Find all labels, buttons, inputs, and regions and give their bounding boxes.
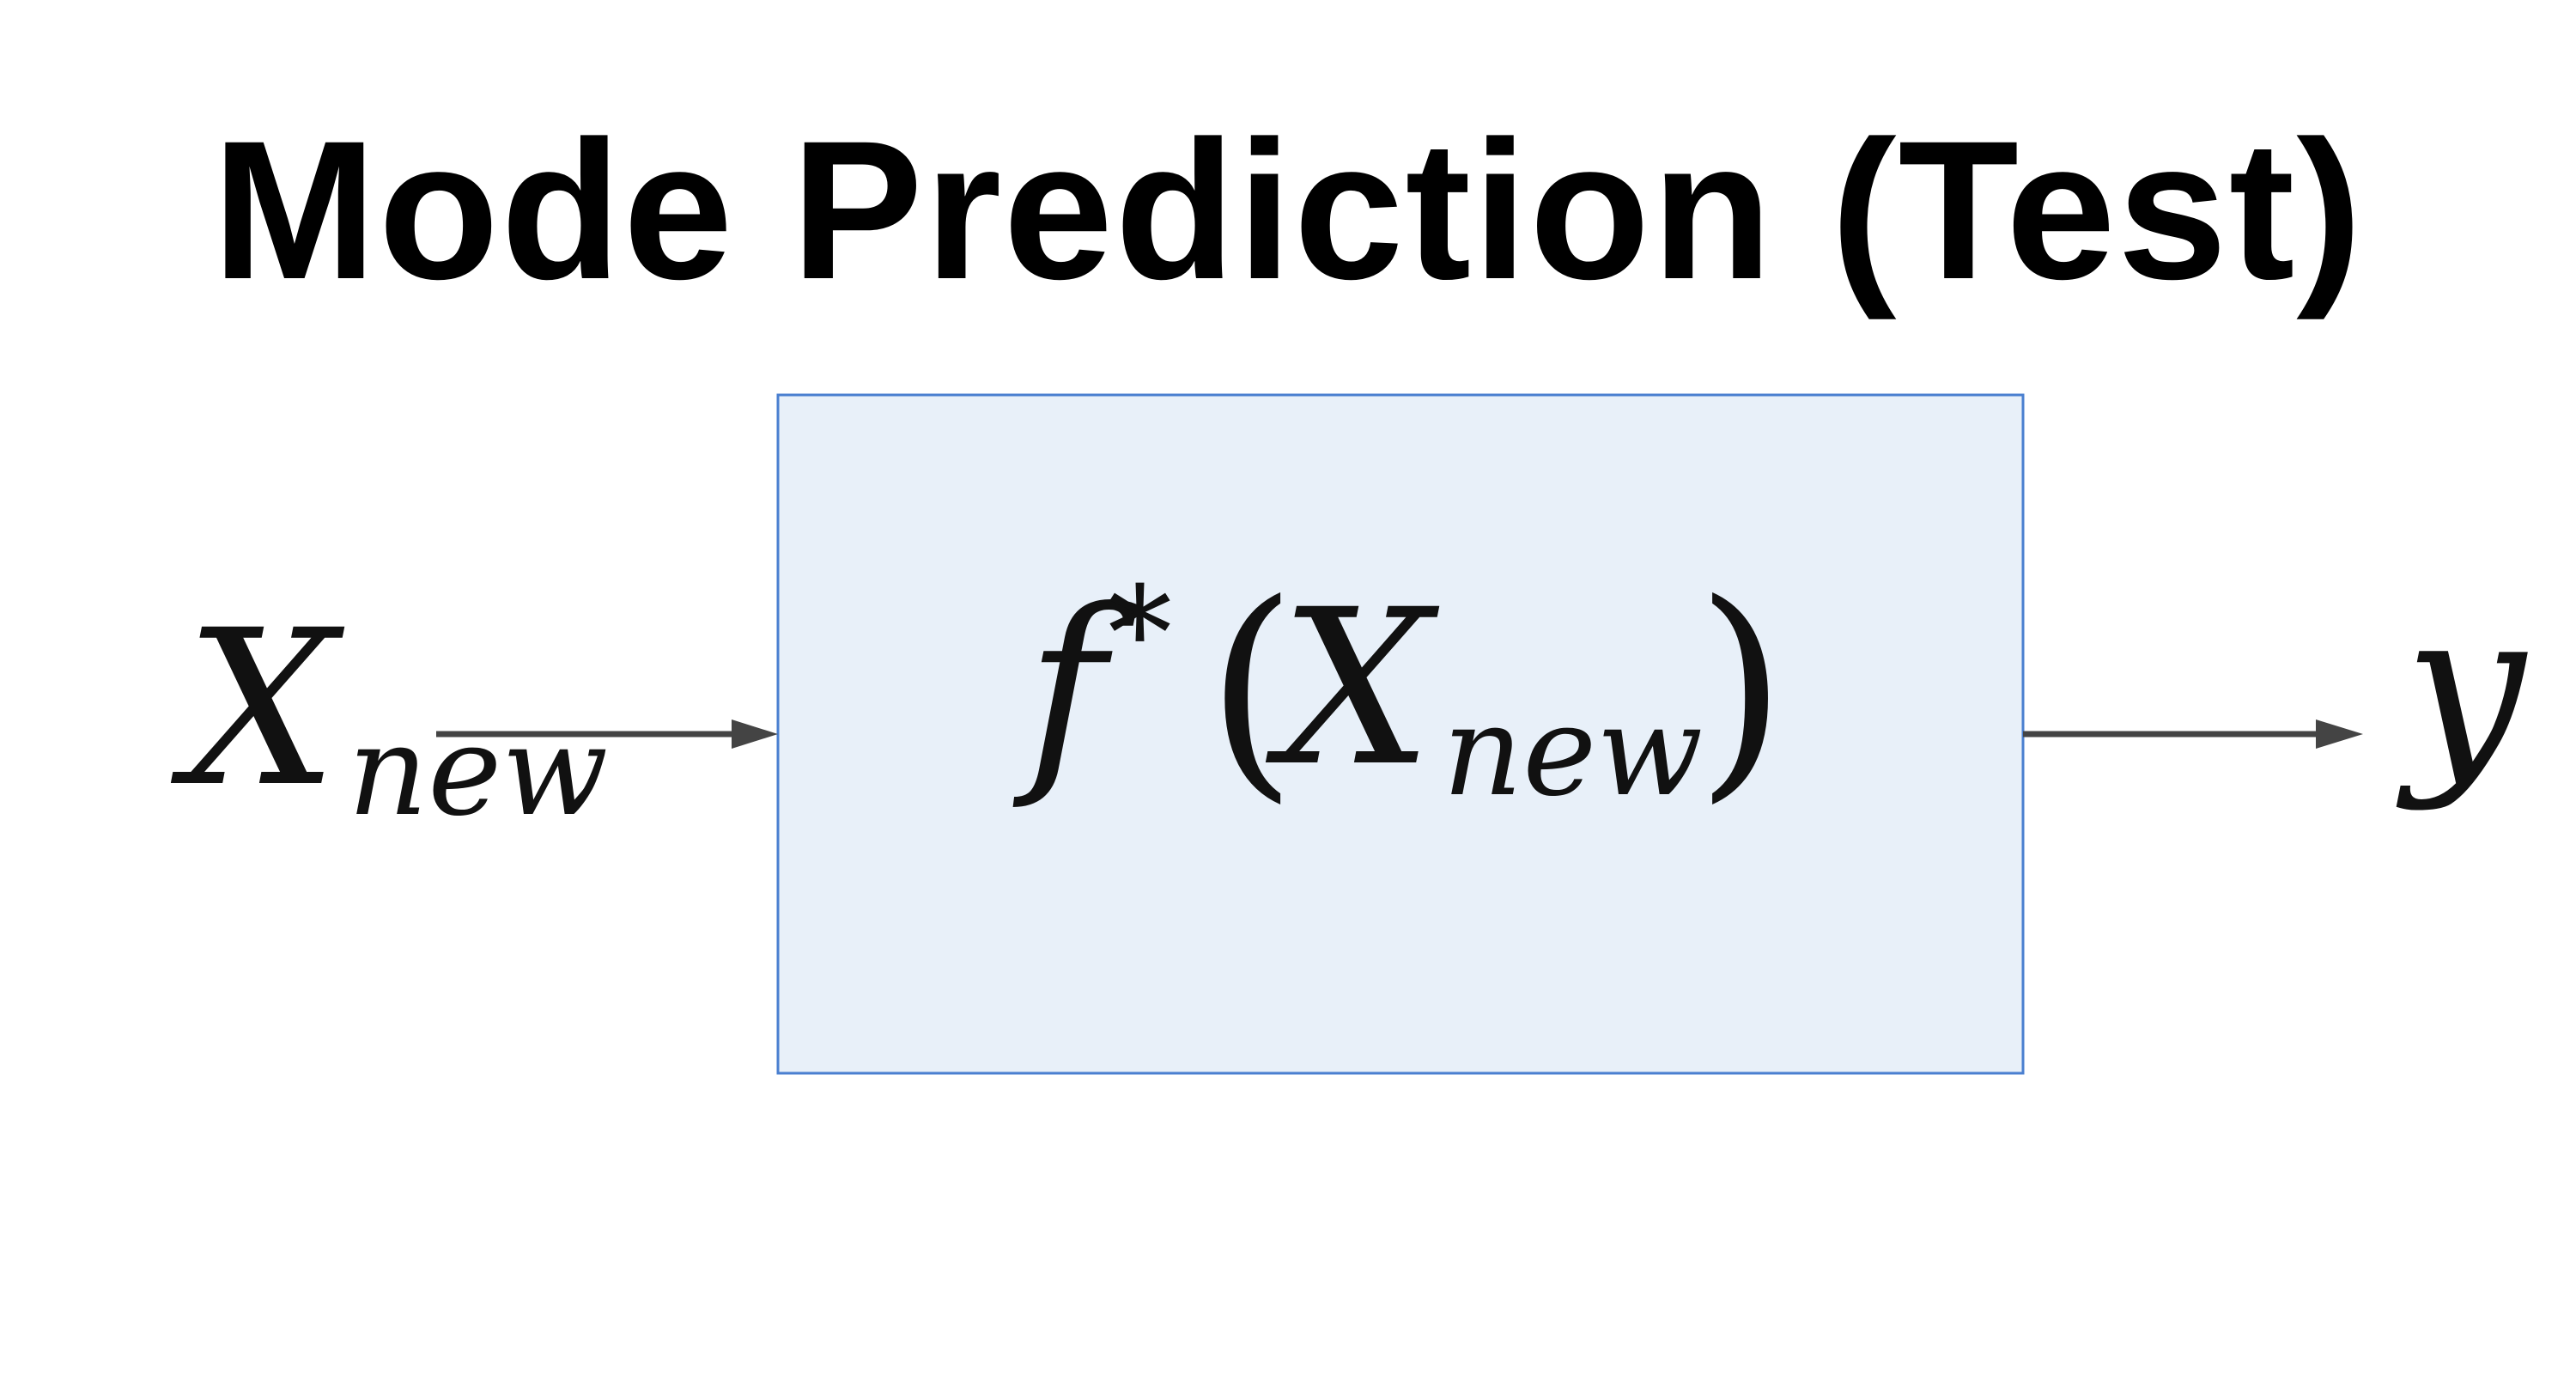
output-arrow-icon — [2023, 719, 2363, 749]
function-arg-base: X — [1279, 563, 1432, 813]
input-label — [170, 584, 608, 844]
function-name: f — [1026, 563, 1106, 813]
output-label: y — [2404, 563, 2526, 813]
function-open-paren: ( — [1206, 553, 1297, 823]
input-label-base: X — [185, 584, 337, 834]
function-superscript: * — [1108, 560, 1172, 709]
function-close-paren: ) — [1696, 553, 1787, 823]
function-arg-subscript: new — [1443, 679, 1704, 824]
diagram-title: Mode Prediction (Test) — [212, 100, 2364, 320]
input-label-subscript: new — [348, 699, 609, 844]
